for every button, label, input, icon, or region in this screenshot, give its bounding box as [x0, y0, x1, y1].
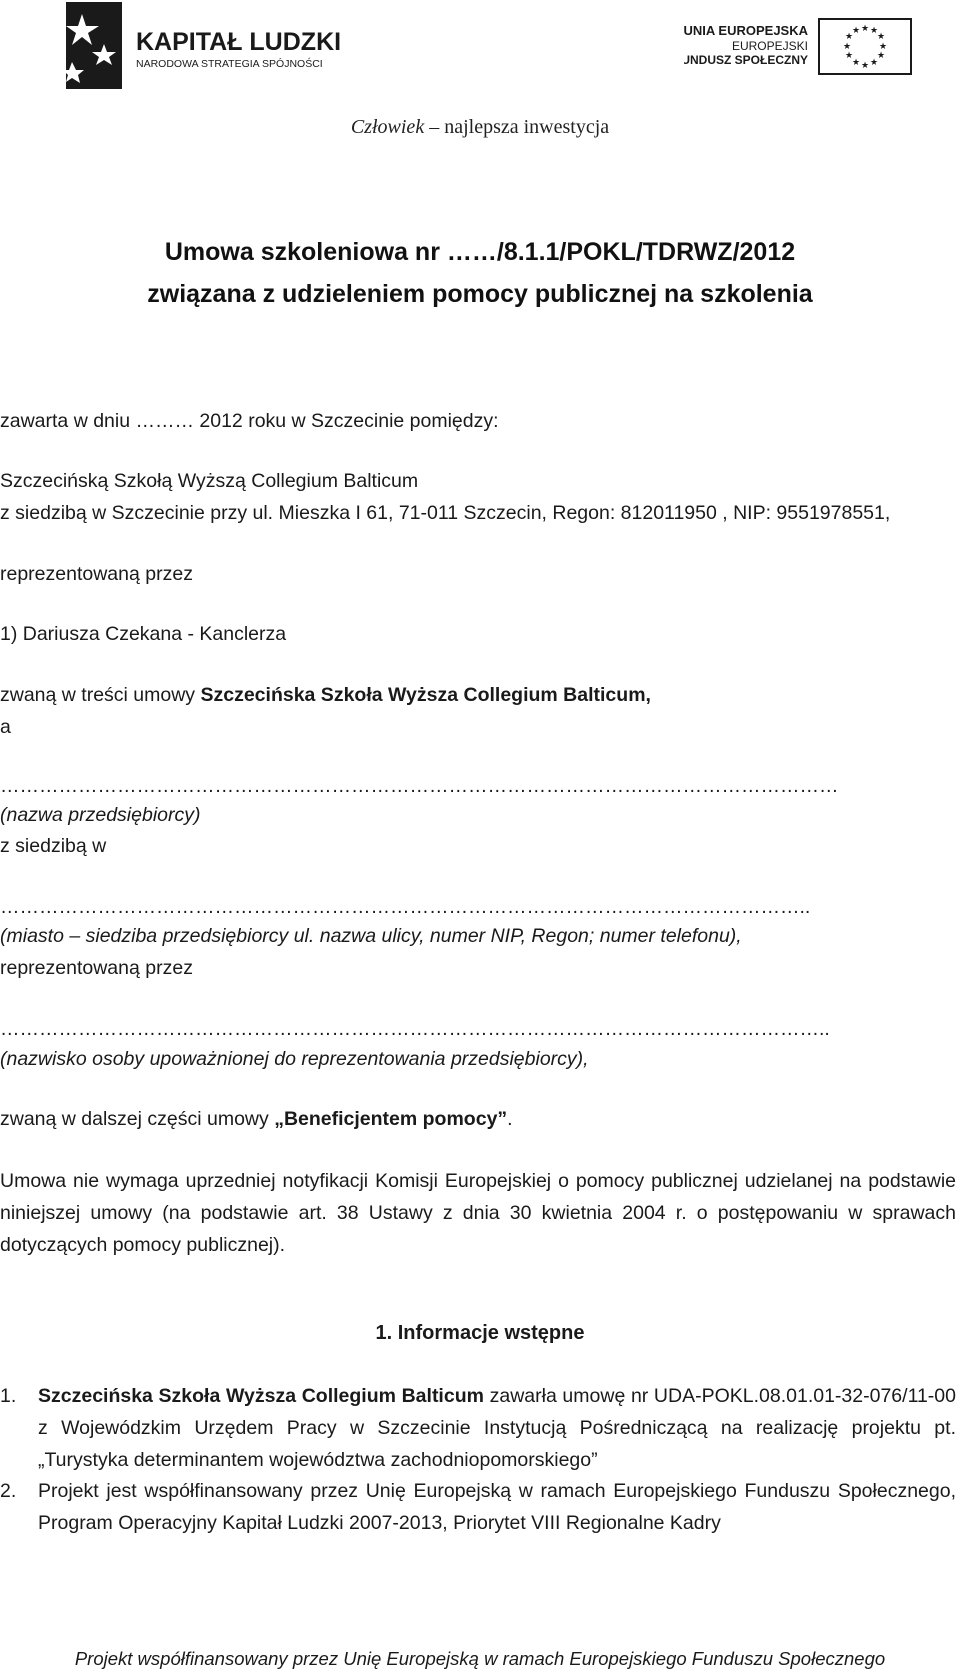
- beneficiary-name: „Beneficjentem pomocy”: [274, 1108, 508, 1130]
- tagline-emphasis: Człowiek: [350, 116, 425, 138]
- svg-text:★: ★: [844, 32, 854, 42]
- called-prefix: zwaną w treści umowy: [0, 684, 201, 706]
- logo-subtitle: NARODOWA STRATEGIA SPÓJNOŚCI: [136, 58, 323, 70]
- beneficiary-line: [0, 1108, 513, 1131]
- kapital-ludzki-logo: [66, 0, 366, 95]
- logo-title: KAPITAŁ LUDZKI: [136, 28, 342, 56]
- list-item: [0, 1475, 956, 1539]
- page-footer: Projekt współfinansowany przez Unię Europejską w ramach Europejskiego Funduszu Społecznego: [74, 1648, 886, 1669]
- svg-text:★: ★: [842, 42, 852, 52]
- eu-stars-icon: [843, 24, 887, 71]
- svg-text:★: ★: [860, 24, 870, 34]
- list-item-text: Projekt jest współfinansowany przez Unię Europejską w ramach Europejskiego Funduszu Społecznego, Program Operacyjny Kapitał Ludzki 2007-2013, Priorytet VIII Regionalne Kadry: [38, 1480, 956, 1534]
- beneficiary-suffix: .: [507, 1108, 513, 1130]
- represented-by-2: reprezentowaną przez: [0, 957, 193, 979]
- called-name: Szczecińska Szkoła Wyższa Collegium Balticum,: [200, 684, 651, 706]
- svg-text:★: ★: [878, 42, 888, 52]
- svg-text:★: ★: [844, 51, 854, 61]
- svg-text:★: ★: [851, 58, 861, 68]
- svg-text:★: ★: [851, 26, 861, 36]
- eu-line3: FUNDUSZ SPOŁECZNY: [684, 53, 808, 67]
- eu-logo: [684, 18, 916, 78]
- beneficiary-prefix: zwaną w dalszej części umowy: [0, 1108, 275, 1130]
- eu-line2: EUROPEJSKI: [731, 39, 808, 53]
- tagline-rest: – najlepsza inwestycja: [424, 116, 610, 138]
- fill-line-person: ………………………………………………………………………………………………………………..: [0, 1018, 830, 1040]
- school-name: Szczecińską Szkołą Wyższą Collegium Balticum: [0, 470, 419, 492]
- and-word: a: [0, 716, 11, 738]
- represented-by-1: reprezentowaną przez: [0, 563, 193, 585]
- fill-line-company: …………………………………………………………………………………………………………………: [0, 775, 839, 797]
- date-line: zawarta w dniu ……… 2012 roku w Szczecinie pomiędzy:: [0, 410, 499, 432]
- called-line: [0, 684, 651, 707]
- fill-line-seat: ……………………………………………………………………………………………………………..: [0, 896, 811, 918]
- svg-text:★: ★: [876, 51, 886, 61]
- notification-paragraph: Umowa nie wymaga uprzedniej notyfikacji Komisji Europejskiej o pomocy publicznej udzielanej na podstawie niniejszej umowy (na podstawie art. 38 Ustawy z dnia 30 kwietnia 2004 r. o postępowaniu w sprawach dotyczących pomocy publicznej).: [0, 1170, 956, 1256]
- list-item-number: 2.: [0, 1480, 17, 1502]
- list-item: [0, 1380, 956, 1476]
- eu-line1: UNIA EUROPEJSKA: [684, 23, 808, 38]
- document-title: Umowa szkoleniowa nr ……/8.1.1/POKL/TDRWZ/2012: [164, 238, 796, 266]
- seat-label-text: (miasto – siedziba przedsiębiorcy ul. nazwa ulicy, numer NIP, Regon; numer telefonu),: [0, 925, 742, 947]
- seat-label: [0, 925, 742, 948]
- seat-prefix: z siedzibą w: [0, 835, 107, 857]
- list-item-text: zawarła umowę nr UDA-POKL.08.01.01-32-076/11-00 z Wojewódzkim Urzędem Pracy w Szczecinie Instytucją Pośredniczącą na realizację projektu pt. „Turystyka determinantem województwa zachodniopomorskiego”: [38, 1385, 956, 1471]
- tagline: [0, 116, 960, 139]
- person-label: [0, 1048, 589, 1071]
- company-label-text: (nazwa przedsiębiorcy): [0, 804, 201, 826]
- svg-text:★: ★: [860, 61, 870, 71]
- company-label: [0, 804, 201, 827]
- list-item-bold: Szczecińska Szkoła Wyższa Collegium Balticum: [38, 1385, 484, 1407]
- list-item-number: 1.: [0, 1385, 17, 1407]
- section-heading: 1. Informacje wstępne: [375, 1322, 585, 1344]
- document-subtitle: związana z udzieleniem pomocy publicznej na szkolenia: [147, 280, 813, 308]
- svg-text:★: ★: [876, 32, 886, 42]
- svg-text:★: ★: [869, 58, 879, 68]
- person-label-text: (nazwisko osoby upoważnionej do reprezentowania przedsiębiorcy),: [0, 1048, 589, 1070]
- svg-text:★: ★: [869, 26, 879, 36]
- school-address: z siedzibą w Szczecinie przy ul. Mieszka I 61, 71-011 Szczecin, Regon: 812011950 , NIP: 9551978551,: [0, 502, 891, 524]
- representative: 1) Dariusza Czekana - Kanclerza: [0, 623, 287, 645]
